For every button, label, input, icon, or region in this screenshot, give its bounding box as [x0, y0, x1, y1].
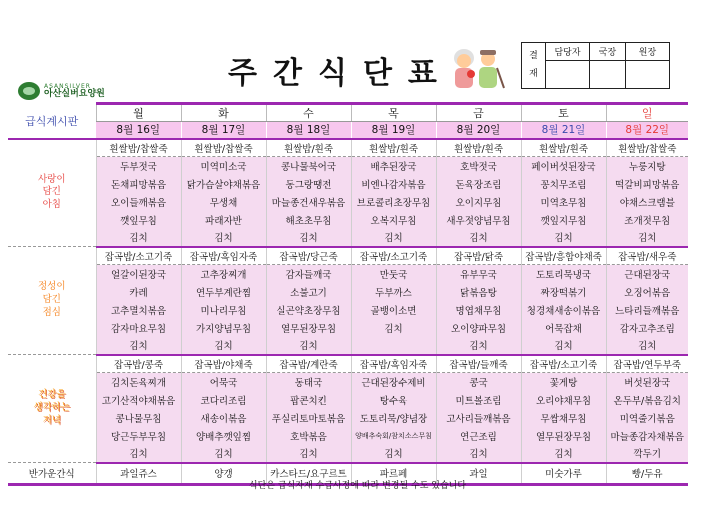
menu-cell: 흰쌀밥/흰죽	[266, 139, 351, 157]
menu-cell: 근대된장국	[606, 265, 688, 283]
approval-sign-head	[626, 61, 670, 89]
menu-cell: 돈채피망볶음	[96, 175, 181, 193]
corner-label: 급식계시판	[8, 104, 96, 139]
dinner-label-line: 생각하는	[33, 402, 71, 414]
approval-sign-director	[590, 61, 626, 89]
logo-korean-text: 아산실버요양원	[44, 88, 105, 99]
menu-cell: 파래자반	[181, 211, 266, 229]
snack-label: 반가운간식	[8, 463, 96, 485]
grandparents-illustration	[444, 44, 508, 90]
date-row	[8, 122, 688, 139]
menu-cell: 김치	[351, 229, 436, 247]
footer-note: 식단은 급식자재 수급사정에 따라 변경될 수도 있습니다	[248, 481, 467, 491]
approval-label-top: 결	[529, 51, 538, 62]
menu-cell: 도토리묵/양념장	[351, 409, 436, 427]
menu-cell: 잡곡밥/소고기죽	[351, 247, 436, 265]
menu-cell: 고기산적야채볶음	[96, 391, 181, 409]
menu-cell: 두부까스	[351, 283, 436, 301]
menu-cell: 잡곡밥/소고기죽	[521, 355, 606, 373]
logo	[18, 82, 105, 100]
menu-cell: 김치돈육찌개	[96, 373, 181, 391]
menu-cell: 닭볶음탕	[436, 283, 521, 301]
breakfast-row	[8, 157, 688, 175]
menu-cell: 김치	[96, 337, 181, 355]
menu-cell: 김치	[181, 445, 266, 463]
menu-cell: 근대된장수제비	[351, 373, 436, 391]
menu-cell: 감자고추조림	[606, 319, 688, 337]
menu-cell: 고추장찌개	[181, 265, 266, 283]
dinner-row	[8, 391, 688, 409]
menu-cell: 감자마요무침	[96, 319, 181, 337]
lunch-row	[8, 319, 688, 337]
date-thursday: 8월 19일	[351, 122, 436, 139]
lunch-section-label	[8, 247, 96, 355]
lunch-row	[8, 247, 688, 265]
date-wednesday: 8월 18일	[266, 122, 351, 139]
menu-cell: 연두부계란찜	[181, 283, 266, 301]
menu-cell: 미역줄기볶음	[606, 409, 688, 427]
lunch-row	[8, 265, 688, 283]
menu-cell: 해초초무침	[266, 211, 351, 229]
day-thursday: 목	[351, 104, 436, 122]
snack-sunday: 빵/두유	[606, 463, 688, 485]
breakfast-label-line: 사랑이	[37, 173, 66, 185]
menu-cell: 새송이볶음	[181, 409, 266, 427]
dinner-row	[8, 409, 688, 427]
weekly-menu-table	[8, 102, 688, 486]
menu-cell: 페이버섯된장국	[521, 157, 606, 175]
menu-cell	[351, 337, 436, 355]
breakfast-label-line: 아침	[42, 199, 61, 211]
menu-cell: 열무된장무침	[266, 319, 351, 337]
menu-cell: 흰쌀밥/흰죽	[521, 139, 606, 157]
menu-cell: 김치	[436, 337, 521, 355]
menu-cell: 오이양파무침	[436, 319, 521, 337]
menu-cell: 도토리묵냉국	[521, 265, 606, 283]
day-saturday: 토	[521, 104, 606, 122]
menu-cell: 얼갈이된장국	[96, 265, 181, 283]
menu-cell: 동그랑땡전	[266, 175, 351, 193]
menu-cell: 배추된장국	[351, 157, 436, 175]
day-tuesday: 화	[181, 104, 266, 122]
menu-cell: 어묵잡채	[521, 319, 606, 337]
approval-role-staff: 담당자	[546, 43, 590, 61]
breakfast-label-line: 담긴	[42, 186, 61, 198]
menu-cell: 감자들깨국	[266, 265, 351, 283]
menu-cell: 양배추깻잎찜	[181, 427, 266, 445]
dinner-row	[8, 373, 688, 391]
menu-cell: 잡곡밥/흥합야채죽	[521, 247, 606, 265]
menu-cell: 코다리조림	[181, 391, 266, 409]
menu-cell: 김치	[96, 445, 181, 463]
menu-cell: 오징어볶음	[606, 283, 688, 301]
menu-cell: 유부무국	[436, 265, 521, 283]
menu-cell: 김치	[181, 229, 266, 247]
breakfast-row	[8, 229, 688, 247]
menu-cell: 닭가슴살야채볶음	[181, 175, 266, 193]
lunch-label-line: 담긴	[42, 294, 61, 306]
menu-cell: 잡곡밥/당근죽	[266, 247, 351, 265]
menu-cell: 김치	[521, 337, 606, 355]
day-header-row	[8, 104, 688, 122]
menu-cell: 잡곡밥/계란죽	[266, 355, 351, 373]
snack-wednesday: 카스타드/요구르트	[266, 463, 351, 485]
day-wednesday: 수	[266, 104, 351, 122]
day-monday: 월	[96, 104, 181, 122]
menu-cell: 실곤약초장무침	[266, 301, 351, 319]
menu-cell: 호박젓국	[436, 157, 521, 175]
menu-cell: 김치	[96, 229, 181, 247]
menu-cell: 푸실리토마토볶음	[266, 409, 351, 427]
menu-cell: 무생채	[181, 193, 266, 211]
menu-cell: 호박볶음	[266, 427, 351, 445]
menu-cell: 무쌈채무침	[521, 409, 606, 427]
menu-cell: 흰쌀밥/찹쌀죽	[606, 139, 688, 157]
date-saturday: 8월 21일	[521, 122, 606, 139]
menu-cell: 마늘종감자채볶음	[606, 427, 688, 445]
menu-cell: 비엔나감자볶음	[351, 175, 436, 193]
menu-cell: 콩나물북어국	[266, 157, 351, 175]
snack-monday: 과일쥬스	[96, 463, 181, 485]
menu-cell: 새우젓양념무침	[436, 211, 521, 229]
menu-cell: 흰쌀밥/찹쌀죽	[96, 139, 181, 157]
dinner-row	[8, 355, 688, 373]
menu-cell: 카레	[96, 283, 181, 301]
snack-saturday: 미숫가루	[521, 463, 606, 485]
menu-cell: 잡곡밥/연두부죽	[606, 355, 688, 373]
dinner-label-line: 건강을	[37, 389, 66, 401]
lunch-row	[8, 283, 688, 301]
lunch-label-line: 정성이	[37, 281, 66, 293]
menu-cell: 온두부/볶음김치	[606, 391, 688, 409]
menu-cell: 꽃게탕	[521, 373, 606, 391]
menu-cell: 잡곡밥/콩죽	[96, 355, 181, 373]
approval-box	[521, 42, 670, 89]
menu-cell: 흰쌀밥/흰죽	[351, 139, 436, 157]
menu-cell: 조개젓무침	[606, 211, 688, 229]
menu-cell: 탕수육	[351, 391, 436, 409]
menu-cell: 김치	[606, 229, 688, 247]
date-monday: 8월 16일	[96, 122, 181, 139]
menu-cell: 잡곡밥/새우죽	[606, 247, 688, 265]
menu-cell: 청경채새송이볶음	[521, 301, 606, 319]
menu-cell: 고추멸치볶음	[96, 301, 181, 319]
menu-cell: 미트볼조림	[436, 391, 521, 409]
menu-cell: 잡곡밥/닭죽	[436, 247, 521, 265]
menu-body	[8, 139, 688, 463]
menu-cell: 소불고기	[266, 283, 351, 301]
menu-cell: 연근조림	[436, 427, 521, 445]
day-friday: 금	[436, 104, 521, 122]
date-friday: 8월 20일	[436, 122, 521, 139]
menu-cell: 김치	[181, 337, 266, 355]
breakfast-row	[8, 211, 688, 229]
menu-cell: 미나리무침	[181, 301, 266, 319]
menu-cell: 오복지무침	[351, 211, 436, 229]
menu-cell: 김치	[606, 337, 688, 355]
menu-cell: 깍두기	[606, 445, 688, 463]
approval-label-bottom: 재	[529, 68, 538, 79]
approval-sign-staff	[546, 61, 590, 89]
breakfast-row	[8, 193, 688, 211]
menu-cell: 누룽지탕	[606, 157, 688, 175]
menu-cell: 명엽채무침	[436, 301, 521, 319]
menu-cell: 꽁치무조림	[521, 175, 606, 193]
menu-cell: 동태국	[266, 373, 351, 391]
menu-cell: 김치	[521, 445, 606, 463]
menu-cell: 잡곡밥/소고기죽	[96, 247, 181, 265]
date-tuesday: 8월 17일	[181, 122, 266, 139]
menu-cell: 오이들깨볶음	[96, 193, 181, 211]
approval-role-head: 원장	[626, 43, 670, 61]
menu-cell: 김치	[266, 445, 351, 463]
menu-cell: 두부젓국	[96, 157, 181, 175]
page-header	[0, 0, 715, 100]
menu-cell: 가지양념무침	[181, 319, 266, 337]
menu-cell: 잡곡밥/야채죽	[181, 355, 266, 373]
menu-cell: 미역미소국	[181, 157, 266, 175]
menu-cell: 콩나물무침	[96, 409, 181, 427]
menu-cell: 돈육장조림	[436, 175, 521, 193]
menu-cell: 버섯된장국	[606, 373, 688, 391]
menu-cell: 팝콘치킨	[266, 391, 351, 409]
menu-cell: 김치	[266, 229, 351, 247]
dinner-row	[8, 427, 688, 445]
menu-cell: 오이지무침	[436, 193, 521, 211]
menu-cell: 마늘종건새우볶음	[266, 193, 351, 211]
snack-friday: 과일	[436, 463, 521, 485]
menu-cell: 깻잎무침	[96, 211, 181, 229]
logo-english-text: ASANSILVER	[44, 82, 91, 90]
page-title: 주간식단표	[228, 56, 453, 91]
menu-cell: 짜장떡볶기	[521, 283, 606, 301]
menu-cell: 느타리들깨볶음	[606, 301, 688, 319]
menu-cell: 흰쌀밥/흰죽	[436, 139, 521, 157]
menu-cell: 잡곡밥/들깨죽	[436, 355, 521, 373]
breakfast-row	[8, 139, 688, 157]
menu-cell: 깻잎지무침	[521, 211, 606, 229]
menu-cell: 미역초무침	[521, 193, 606, 211]
snack-thursday: 파르페	[351, 463, 436, 485]
dinner-label-line: 저녁	[42, 414, 61, 426]
menu-cell: 흰쌀밥/찹쌀죽	[181, 139, 266, 157]
menu-cell: 콩국	[436, 373, 521, 391]
breakfast-section-label	[8, 139, 96, 247]
logo-icon	[18, 82, 40, 100]
menu-cell: 골뱅이소면	[351, 301, 436, 319]
menu-cell: 양배추숙회/참치소스무침	[351, 427, 436, 445]
breakfast-row	[8, 175, 688, 193]
lunch-row	[8, 337, 688, 355]
menu-cell: 김치	[351, 319, 436, 337]
dinner-row	[8, 445, 688, 463]
lunch-label-line: 점심	[42, 306, 61, 318]
menu-cell: 당근두부무침	[96, 427, 181, 445]
menu-cell: 야채스크램블	[606, 193, 688, 211]
snack-tuesday: 양갱	[181, 463, 266, 485]
menu-cell: 김치	[521, 229, 606, 247]
menu-cell: 오리야채무침	[521, 391, 606, 409]
menu-cell: 김치	[436, 445, 521, 463]
menu-cell: 만둣국	[351, 265, 436, 283]
menu-cell: 떡갈비피망볶음	[606, 175, 688, 193]
menu-cell: 김치	[436, 229, 521, 247]
menu-cell: 고사리들깨볶음	[436, 409, 521, 427]
menu-cell: 김치	[266, 337, 351, 355]
menu-cell: 잡곡밥/흑임자죽	[181, 247, 266, 265]
lunch-row	[8, 301, 688, 319]
approval-role-director: 국장	[590, 43, 626, 61]
menu-cell: 김치	[351, 445, 436, 463]
menu-cell: 브로콜리초장무침	[351, 193, 436, 211]
dinner-section-label	[8, 355, 96, 463]
day-sunday: 일	[606, 104, 688, 122]
date-sunday: 8월 22일	[606, 122, 688, 139]
menu-cell: 잡곡밥/흑임자죽	[351, 355, 436, 373]
menu-cell: 열무된장무침	[521, 427, 606, 445]
menu-cell: 어묵국	[181, 373, 266, 391]
